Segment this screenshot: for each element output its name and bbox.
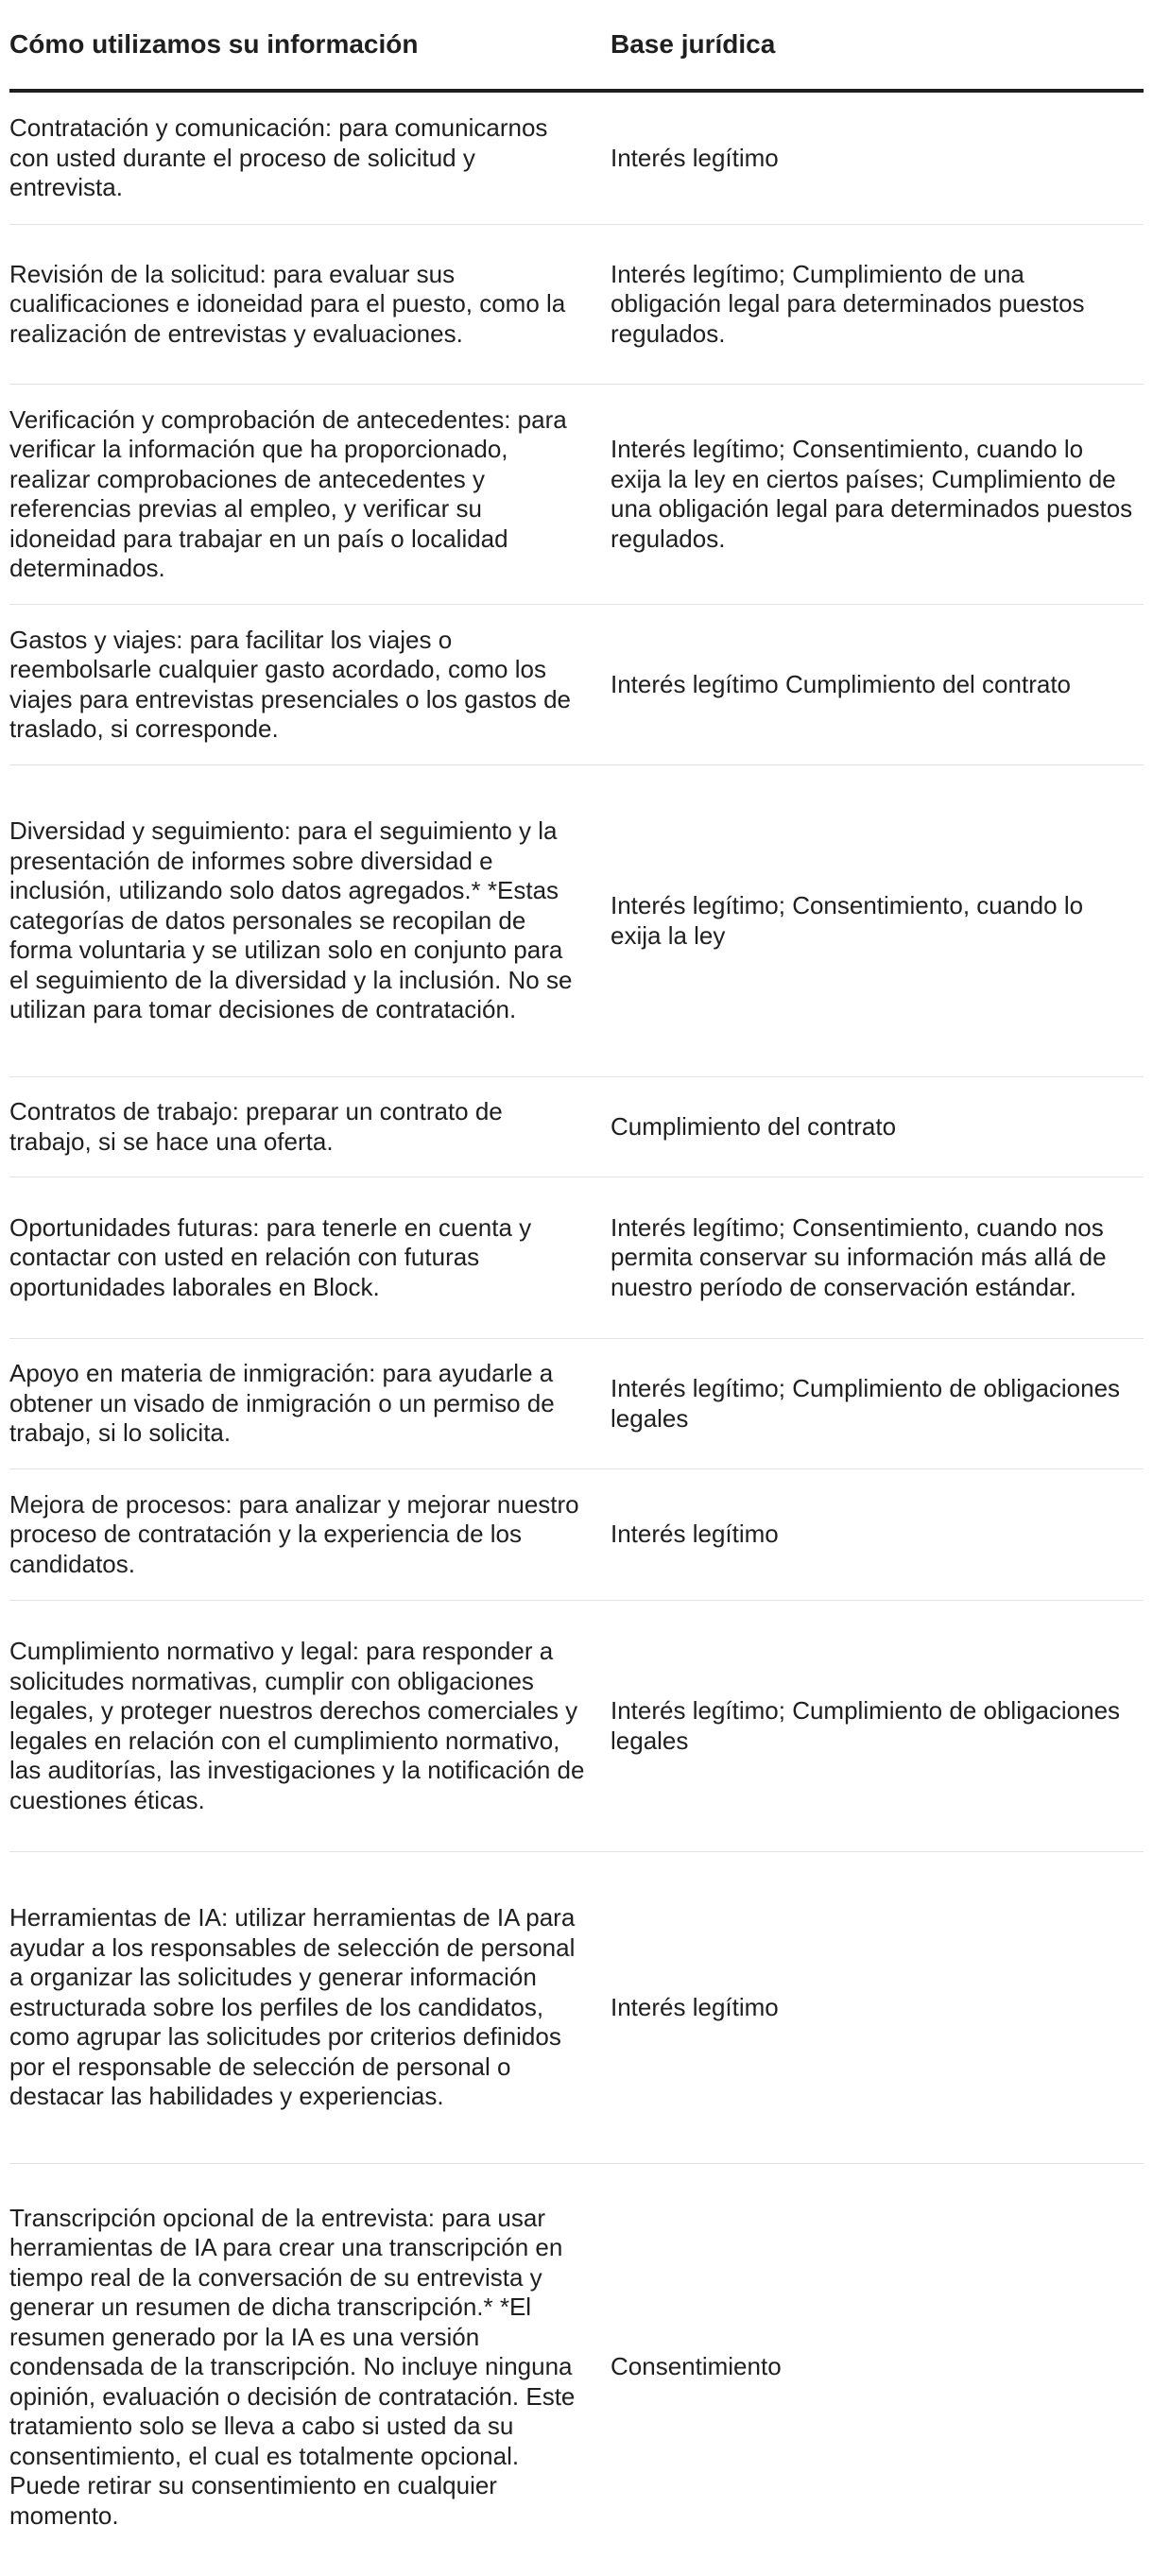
basis-cell: Cumplimiento del contrato: [611, 1111, 897, 1141]
table-row: [9, 765, 1144, 1077]
use-cell: Gastos y viajes: para facilitar los viajes o reembolsarle cualquier gasto acordado, como los viajes para entrevistas presenciales o los gastos de traslado, si corresponde.: [9, 625, 571, 743]
basis-cell: Consentimiento: [611, 2352, 782, 2381]
use-cell: Mejora de procesos: para analizar y mejorar nuestro proceso de contratación y la experiencia de los candidatos.: [9, 1489, 579, 1578]
use-cell: Transcripción opcional de la entrevista: para usar herramientas de IA para crear una transcripción en tiempo real de la conversación de su entrevista y generar un resumen de dicha transcripción.* *El resumen generado por la IA es una versión condensada de la transcripción. No incluye ninguna opinión, evaluación o decisión de contratación. Este tratamiento solo se lleva a cabo si usted da su consentimiento, el cual es totalmente opcional. Puede retirar su consentimiento en cualquier momento.: [9, 2203, 576, 2530]
use-cell: Herramientas de IA: utilizar herramientas de IA para ayudar a los responsables de selección de personal a organizar las solicitudes y generar información estructurada sobre los perfiles de los candidatos, como agrupar las solicitudes por criterios definidos por el responsable de selección de personal o destacar las habilidades y experiencias.: [9, 1903, 576, 2111]
basis-cell: Interés legítimo; Cumplimiento de obligaciones legales: [611, 1696, 1121, 1755]
header-legal-basis: Base jurídica: [611, 29, 776, 59]
basis-cell: Interés legítimo Cumplimiento del contrato: [611, 669, 1072, 698]
use-cell: Diversidad y seguimiento: para el seguimiento y la presentación de informes sobre diversidad e inclusión, utilizando solo datos agregados.* *Estas categorías de datos personales se recopilan de forma voluntaria y se utilizan solo en conjunto para el seguimiento de la diversidad y la inclusión. No se utilizan para tomar decisiones de contratación.: [9, 816, 573, 1024]
basis-cell: Interés legítimo: [611, 143, 779, 172]
use-cell: Cumplimiento normativo y legal: para responder a solicitudes normativas, cumplir con obligaciones legales, y proteger nuestros derechos comerciales y legales en relación con el cumplimiento normativo, las auditorías, las investigaciones y la notificación de cuestiones éticas.: [9, 1637, 585, 1814]
table-row: [9, 225, 1144, 385]
table-row: [9, 2164, 1144, 2570]
table-row: [9, 1601, 1144, 1852]
table-row: [9, 93, 1144, 225]
basis-cell: Interés legítimo; Consentimiento, cuando lo exija la ley: [611, 891, 1084, 950]
table-header: [9, 0, 1144, 93]
use-cell: Revisión de la solicitud: para evaluar sus cualificaciones e idoneidad para el puesto, como la realización de entrevistas y evaluaciones.: [9, 259, 566, 348]
basis-cell: Interés legítimo; Consentimiento, cuando nos permita conservar su información más allá de nuestro período de conservación estándar.: [611, 1212, 1107, 1301]
use-cell: Oportunidades futuras: para tenerle en cuenta y contactar con usted en relación con futuras oportunidades laborales en Block.: [9, 1212, 532, 1301]
table-row: [9, 1469, 1144, 1601]
header-how-we-use: Cómo utilizamos su información: [9, 29, 419, 59]
table-row: [9, 1339, 1144, 1469]
basis-cell: Interés legítimo; Consentimiento, cuando lo exija la ley en ciertos países; Cumplimiento de una obligación legal para determinados puestos regulados.: [611, 435, 1133, 553]
table-row: [9, 1852, 1144, 2164]
basis-cell: Interés legítimo; Cumplimiento de obligaciones legales: [611, 1374, 1121, 1433]
use-cell: Verificación y comprobación de antecedentes: para verificar la información que ha proporcionado, realizar comprobaciones de antecedentes y referencias previas al empleo, y verificar su idoneidad para trabajar en un país o localidad determinados.: [9, 404, 567, 582]
basis-cell: Interés legítimo: [611, 1520, 779, 1549]
basis-cell: Interés legítimo; Cumplimiento de una obligación legal para determinados puestos regulados.: [611, 259, 1085, 348]
use-cell: Apoyo en materia de inmigración: para ayudarle a obtener un visado de inmigración o un permiso de trabajo, si lo solicita.: [9, 1359, 555, 1448]
table-row: [9, 1177, 1144, 1339]
table-row: [9, 605, 1144, 765]
basis-cell: Interés legítimo: [611, 1992, 779, 2021]
table-row: [9, 385, 1144, 605]
use-cell: Contratos de trabajo: preparar un contrato de trabajo, si se hace una oferta.: [9, 1097, 503, 1156]
legal-basis-table: [9, 0, 1144, 2570]
use-cell: Contratación y comunicación: para comunicarnos con usted durante el proceso de solicitud y entrevista.: [9, 113, 548, 202]
table-row: [9, 1077, 1144, 1177]
